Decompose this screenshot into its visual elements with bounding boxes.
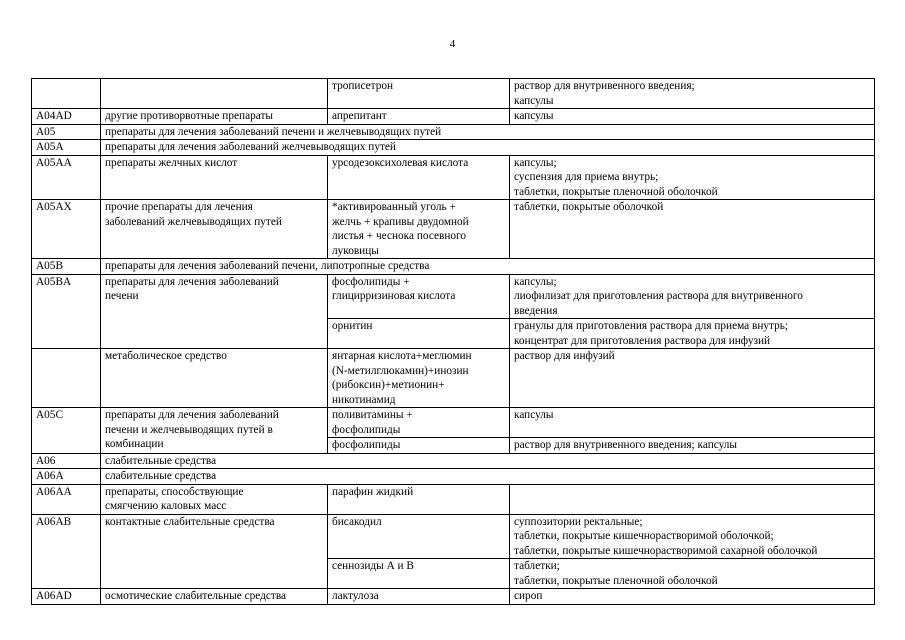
table-row [32,469,875,485]
substance-cell: орнитин [328,319,510,349]
group-cell: прочие препараты для лечения заболеваний желчевыводящих путей [101,200,328,259]
substance-cell: апрепитант [328,109,510,125]
dosage-form-cell: раствор для инфузий [510,349,875,408]
group-cell [101,79,328,109]
group-cell: препараты для лечения заболеваний печени и желчевыводящих путей в комбинации [101,408,328,454]
atc-code-cell: A05C [32,408,101,454]
substance-cell: *активированный уголь + желчь + крапивы двудомной листья + чеснока посевного луковицы [328,200,510,259]
table-row [32,79,875,109]
atc-code-cell: A06AA [32,484,101,514]
dosage-form-cell: раствор для внутривенного введения; капсулы [510,438,875,454]
atc-code-cell: A04AD [32,109,101,125]
group-cell: контактные слабительные средства [101,514,328,589]
table-row [32,453,875,469]
dosage-form-cell: сироп [510,589,875,605]
group-cell: метаболическое средство [101,349,328,408]
dosage-form-cell: таблетки, покрытые оболочкой [510,200,875,259]
table-row [32,109,875,125]
atc-code-cell: A05A [32,140,101,156]
atc-code-cell: A05AA [32,155,101,200]
group-heading-cell: препараты для лечения заболеваний желчевыводящих путей [101,140,875,156]
group-heading-cell: слабительные средства [101,453,875,469]
atc-code-cell: A05B [32,259,101,275]
group-heading-cell: слабительные средства [101,469,875,485]
group-cell: препараты желчных кислот [101,155,328,200]
table-row [32,274,875,319]
table-row [32,140,875,156]
substance-cell: поливитамины + фосфолипиды [328,408,510,438]
table-row [32,514,875,559]
group-heading-cell: препараты для лечения заболеваний печени, липотропные средства [101,259,875,275]
page-number: 4 [449,38,456,50]
group-heading-cell: препараты для лечения заболеваний печени и желчевыводящих путей [101,124,875,140]
group-cell: препараты, способствующие смягчению каловых масс [101,484,328,514]
table-row [32,408,875,438]
table-row [32,259,875,275]
group-cell: осмотические слабительные средства [101,589,328,605]
atc-code-cell [32,349,101,408]
atc-code-cell: A05 [32,124,101,140]
substance-cell: урсодезоксихолевая кислота [328,155,510,200]
group-cell: препараты для лечения заболеваний печени [101,274,328,349]
table-row [32,484,875,514]
table-row [32,589,875,605]
dosage-form-cell: гранулы для приготовления раствора для приема внутрь; концентрат для приготовления раствора для инфузий [510,319,875,349]
atc-code-cell: A05BA [32,274,101,349]
drug-classification-table [31,78,875,605]
dosage-form-cell: таблетки; таблетки, покрытые пленочной оболочкой [510,559,875,589]
dosage-form-cell: раствор для внутривенного введения; капсулы [510,79,875,109]
substance-cell: трописетрон [328,79,510,109]
substance-cell: янтарная кислота+меглюмин (N-метилглюкамин)+инозин (рибоксин)+метионин+ никотинамид [328,349,510,408]
group-cell: другие противорвотные препараты [101,109,328,125]
table-row [32,200,875,259]
dosage-form-cell [510,484,875,514]
dosage-form-cell: капсулы; суспензия для приема внутрь; таблетки, покрытые пленочной оболочкой [510,155,875,200]
atc-code-cell: A06AD [32,589,101,605]
table-row [32,349,875,408]
atc-code-cell: A06AB [32,514,101,589]
table-row [32,155,875,200]
dosage-form-cell: суппозитории ректальные; таблетки, покрытые кишечнорастворимой оболочкой; таблетки, покрытые кишечнорастворимой сахарной оболочкой [510,514,875,559]
substance-cell: фосфолипиды + глицирризиновая кислота [328,274,510,319]
dosage-form-cell: капсулы; лиофилизат для приготовления раствора для внутривенного введения [510,274,875,319]
atc-code-cell: A06 [32,453,101,469]
substance-cell: бисакодил [328,514,510,559]
atc-code-cell [32,79,101,109]
table-row [32,124,875,140]
substance-cell: сеннозиды А и В [328,559,510,589]
atc-code-cell: A05AX [32,200,101,259]
substance-cell: фосфолипиды [328,438,510,454]
dosage-form-cell: капсулы [510,109,875,125]
atc-code-cell: A06A [32,469,101,485]
dosage-form-cell: капсулы [510,408,875,438]
substance-cell: парафин жидкий [328,484,510,514]
substance-cell: лактулоза [328,589,510,605]
